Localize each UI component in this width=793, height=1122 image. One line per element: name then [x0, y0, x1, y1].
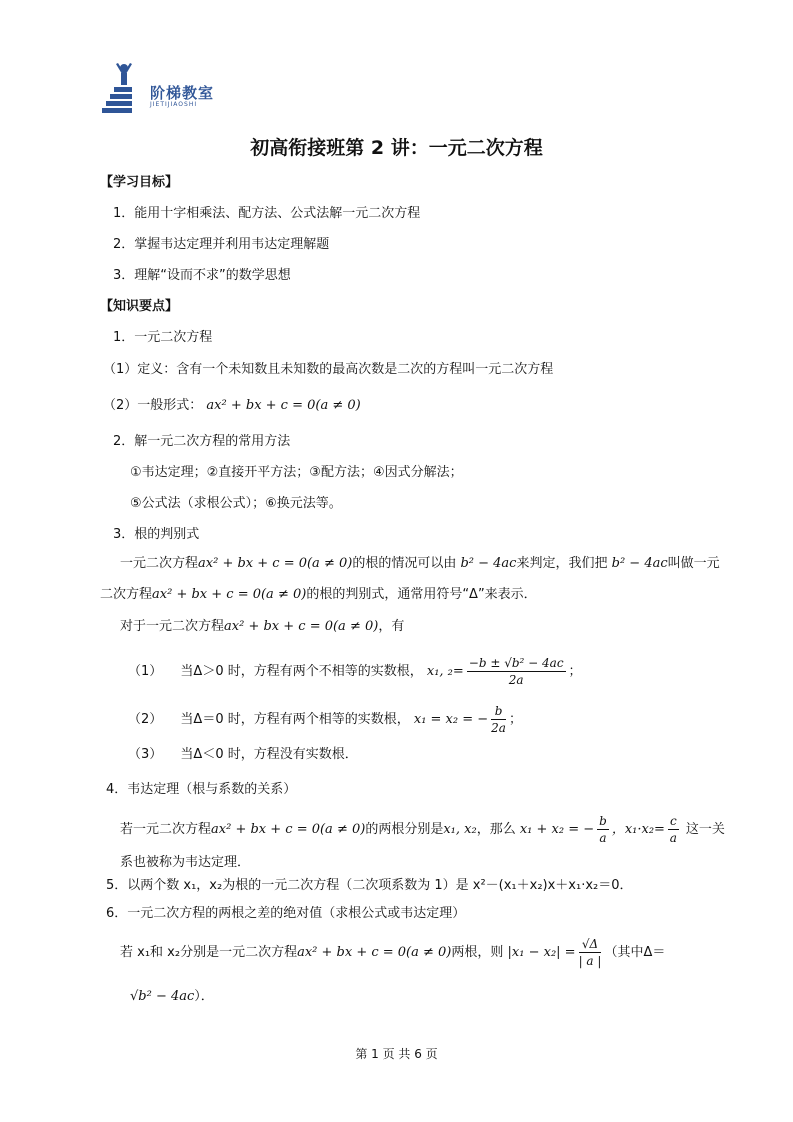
equation: ax² + bx + c = 0(a ≠ 0)	[297, 945, 452, 960]
text: （其中Δ＝	[604, 945, 666, 960]
equation: ax² + bx + c = 0(a ≠ 0)	[224, 619, 379, 634]
numerator: c	[669, 814, 677, 828]
root-difference-statement-cont	[130, 987, 214, 1007]
section-1-general-form	[103, 396, 361, 416]
discriminant-expr: b² − 4ac	[460, 556, 517, 571]
text: 的根的情况可以由	[352, 556, 457, 571]
equation: ax² + bx + c = 0(a ≠ 0)	[198, 556, 353, 571]
section-3-paragraph-line1	[120, 554, 720, 574]
case-text: 当Δ＜0 时，方程没有实数根．	[180, 747, 358, 762]
discriminant-sqrt: √b² − 4ac	[130, 989, 195, 1004]
text: 对于一元二次方程	[120, 619, 225, 634]
case-text: 当Δ＞0 时，方程有两个不相等的实数根，	[180, 664, 423, 679]
vieta-statement	[120, 812, 725, 848]
case-number: （3）	[128, 747, 163, 762]
text: 来判定，我们把	[516, 556, 608, 571]
section-1-definition: （1）定义：含有一个未知数且未知数的最高次数是二次的方程叫一元二次方程	[103, 362, 554, 377]
case-number: （2）	[128, 712, 163, 727]
equation: ax² + bx + c = 0(a ≠ 0)	[211, 822, 366, 837]
text: 两根，则	[451, 945, 504, 960]
text: ；	[508, 712, 522, 727]
roots: x₁, x₂	[443, 822, 477, 837]
points-heading: 【知识要点】	[100, 299, 179, 314]
equation: ax² + bx + c = 0(a ≠ 0)	[152, 587, 307, 602]
text: 的两根分别是	[365, 822, 444, 837]
section-6-heading: 6．一元二次方程的两根之差的绝对值（求根公式或韦达定理）	[106, 906, 466, 921]
sum-lhs: x₁ + x₂ = −	[519, 822, 595, 837]
section-5: 5．以两个数 x₁，x₂为根的一元二次方程（二次项系数为 1）是 x²－(x₁＋x₂)x＋x₁·x₂＝0．	[106, 878, 633, 893]
text: ）．	[194, 989, 214, 1004]
denominator: a	[599, 831, 607, 845]
equation: ax² + bx + c = 0(a ≠ 0)	[206, 398, 361, 413]
numerator: √Δ	[579, 936, 602, 953]
text: 若 x₁和 x₂分别是一元二次方程	[120, 945, 298, 960]
text: ；	[568, 664, 582, 679]
section-3-paragraph-line2	[100, 585, 537, 605]
product-lhs: ，x₁·x₂=	[611, 822, 665, 837]
case-3	[128, 745, 358, 765]
logo-text: 阶梯教室	[150, 84, 215, 102]
denominator: 2a	[508, 673, 524, 687]
quadratic-formula	[467, 655, 566, 688]
case-1	[128, 654, 582, 690]
text: 的根的判别式，通常用符号“Δ”来表示．	[306, 587, 537, 602]
section-2-methods-b: ⑤公式法（求根公式）；⑥换元法等。	[130, 496, 342, 511]
section-3-paragraph-line3	[120, 617, 404, 637]
case-text: 当Δ＝0 时，方程有两个相等的实数根，	[180, 712, 410, 727]
case-number: （1）	[128, 664, 163, 679]
abs-difference: |x₁ − x₂| =	[507, 945, 576, 960]
text: ，那么	[476, 822, 516, 837]
label: （2）一般形式：	[103, 398, 203, 413]
denominator: a	[669, 831, 677, 845]
text: 叫做一元	[667, 556, 720, 571]
section-3-heading: 3．根的判别式	[113, 527, 200, 542]
sum-fraction	[597, 813, 609, 846]
numerator: −b ± √b² − 4ac	[468, 656, 564, 670]
section-2-heading: 2．解一元二次方程的常用方法	[113, 434, 291, 449]
goal-item: 1．能用十字相乘法、配方法、公式法解一元二次方程	[113, 206, 421, 221]
root-difference-fraction	[579, 936, 602, 969]
text: 二次方程	[100, 587, 153, 602]
root-difference-statement	[120, 935, 665, 971]
denominator: | a |	[578, 954, 602, 968]
text: 这一关	[685, 822, 725, 837]
double-root-formula	[491, 703, 506, 736]
text: 一元二次方程	[120, 556, 199, 571]
goal-item: 2．掌握韦达定理并利用韦达定理解题	[113, 237, 330, 252]
page-footer: 第 1 页 共 6 页	[355, 1047, 438, 1061]
section-2-methods-a: ①韦达定理；②直接开平方法；③配方法；④因式分解法；	[130, 465, 463, 480]
section-4-heading: 4．韦达定理（根与系数的关系）	[106, 782, 297, 797]
text: ，有	[378, 619, 405, 634]
page-title: 初高衔接班第 2 讲：一元二次方程	[250, 137, 543, 159]
formula-lhs: x₁ = x₂ = −	[413, 712, 489, 727]
vieta-statement-cont: 系也被称为韦达定理．	[120, 855, 251, 870]
goals-heading: 【学习目标】	[100, 175, 179, 190]
formula-lhs: x₁, ₂=	[426, 664, 464, 679]
goal-item: 3．理解“设而不求”的数学思想	[113, 268, 291, 283]
denominator: 2a	[491, 721, 506, 735]
discriminant-expr: b² − 4ac	[611, 556, 668, 571]
numerator: b	[599, 814, 607, 828]
product-fraction	[668, 813, 679, 846]
text: 若一元二次方程	[120, 822, 212, 837]
case-2	[128, 702, 522, 738]
numerator: b	[491, 703, 506, 720]
logo-subtext: JIETIJIAOSHI	[150, 101, 198, 108]
section-1-heading: 1．一元二次方程	[113, 330, 213, 345]
